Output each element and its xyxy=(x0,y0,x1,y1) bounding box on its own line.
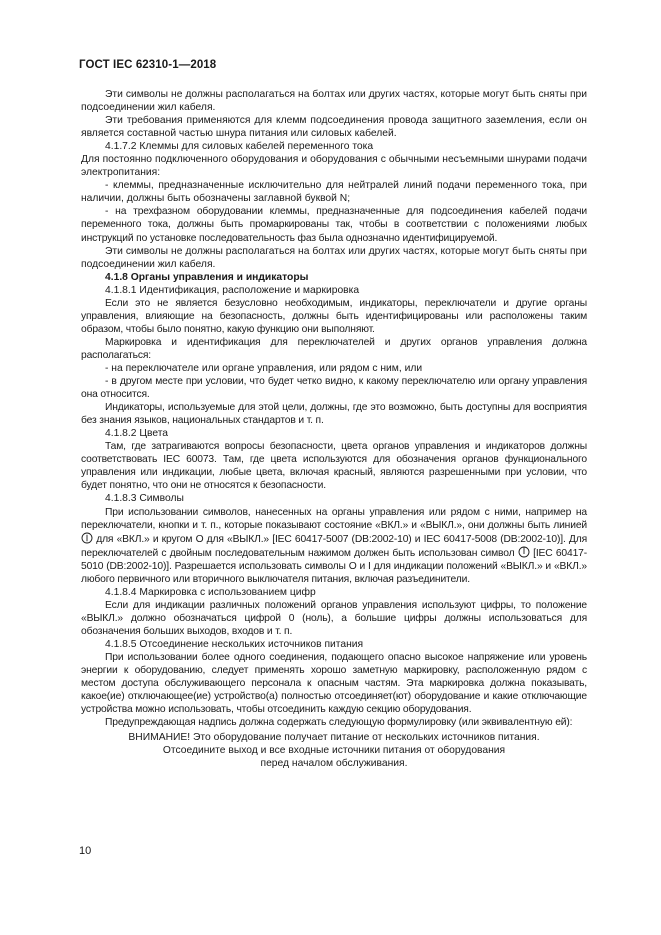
list-item: - на переключателе или органе управления, или рядом с ним, или xyxy=(105,362,423,374)
subsection-heading: 4.1.8.3 Символы xyxy=(105,493,184,505)
paragraph: Эти символы не должны располагаться на болтах или других частях, которые могут быть сняты при подсоединении жил кабеля. xyxy=(81,245,587,270)
paragraph: Индикаторы, используемые для этой цели, должны, где это возможно, быть доступны для восприятия без знания языков, национальных стандартов и т. п. xyxy=(81,402,587,427)
symbols-paragraph xyxy=(81,506,587,586)
warning-notice xyxy=(81,731,587,770)
subsection-heading: 4.1.8.2 Цвета xyxy=(105,428,169,440)
subsection-heading: 4.1.7.2 Клеммы для силовых кабелей переменного тока xyxy=(105,141,374,153)
paragraph: Эти символы не должны располагаться на болтах или других частях, которые могут быть сняты при подсоединении жил кабеля. xyxy=(81,89,587,114)
text-run: для «ВКЛ.» и кругом О для «ВЫКЛ.» [IEC 60417-5007 (DB:2002-10) и IEC 60417-5008 (DB:2002-10)]. Для переключателей с двойным последовательным нажимом должен быть использован символ xyxy=(81,533,587,559)
section-heading: 4.1.8 Органы управления и индикаторы xyxy=(105,271,309,283)
paragraph: Там, где затрагиваются вопросы безопасности, цвета органов управления и индикаторов должны соответствовать IEC 60073. Там, где цвета используются для обозначения органов функционального управления или индикации, любые цвета, включая красный, являются разрешенными при условии, что будет понятно, что они не относятся к безопасности. xyxy=(81,441,587,492)
list-item: - в другом месте при условии, что будет четко видно, к какому переключателю или органу управления она относится. xyxy=(81,376,587,401)
paragraph: Для постоянно подключенного оборудования и оборудования с обычными несъемными шнурами подачи электропитания: xyxy=(81,154,587,179)
subsection-heading: 4.1.8.4 Маркировка с использованием цифр xyxy=(105,586,316,598)
list-item: - клеммы, предназначенные исключительно для нейтралей линий подачи переменного тока, при наличии, должны быть обозначены заглавной буквой N; xyxy=(81,180,587,205)
list-item: - на трехфазном оборудовании клеммы, предназначенные для подсоединения кабелей подачи переменного тока, должны быть промаркированы так, чтобы в соответствии с положениями любых инструкций по установке последовательность фаз была однозначно идентифицируемой. xyxy=(81,206,587,244)
paragraph: Эти требования применяются для клемм подсоединения провода защитного заземления, если он является составной частью шнура питания или силовых кабелей. xyxy=(81,115,587,140)
warning-line: ВНИМАНИЕ! Это оборудование получает питание от нескольких источников питания. xyxy=(128,732,540,744)
warning-line: Отсоедините выход и все входные источники питания от оборудования xyxy=(162,745,506,757)
push-push-symbol-icon xyxy=(518,546,530,558)
paragraph: При использовании более одного соединения, подающего опасно высокое напряжение или уровень энергии к оборудованию, следует применять хорошо заметную маркировку, расположенную рядом с местом доступа обслуживающего персонала к опасным частям. Эта маркировка должна показывать, какое(ие) отключающее(ие) устройство(а) полностью отсоединяет(ют) оборудование и какие отключающие устройства можно использовать, чтобы отсоединить каждую секцию оборудования. xyxy=(81,652,587,716)
document-header: ГОСТ IEC 62310-1—2018 xyxy=(79,59,217,71)
document-body xyxy=(81,88,587,770)
text-run: При использовании символов, нанесенных на органы управления или рядом с ними, например на переключатели, кнопки и т. п., которые показывают состояние «ВКЛ.» и «ВЫКЛ.», они должны быть линией xyxy=(81,506,587,531)
paragraph: Если это не является безусловно необходимым, индикаторы, переключатели и другие органы управления, влияющие на безопасность, должны быть идентифицированы или расположены таким образом, чтобы было понятно, какую функцию они выполняют. xyxy=(81,297,587,335)
warning-line: перед началом обслуживания. xyxy=(260,758,408,770)
page-number: 10 xyxy=(79,845,92,857)
power-on-symbol-icon xyxy=(81,532,93,544)
paragraph: Предупреждающая надпись должна содержать следующую формулировку (или эквивалентную ей): xyxy=(105,717,573,729)
paragraph: Если для индикации различных положений органов управления используют цифры, то положение «ВЫКЛ.» должно обозначаться цифрой 0 (ноль), а большие цифры должны использоваться для обозначения больших выходов, входов и т. п. xyxy=(81,599,587,637)
subsection-heading: 4.1.8.5 Отсоединение нескольких источников питания xyxy=(105,638,364,650)
paragraph: Маркировка и идентификация для переключателей и других органов управления должна располагаться: xyxy=(81,336,587,361)
subsection-heading: 4.1.8.1 Идентификация, расположение и маркировка xyxy=(105,284,360,296)
text-run: [IEC 60417-5010 (DB:2002-10)]. Разрешается использовать символы О и I для индикации положений «ВЫКЛ.» и «ВКЛ.» любого первичного или вторичного выключателя питания, включая разъединители. xyxy=(81,547,587,585)
